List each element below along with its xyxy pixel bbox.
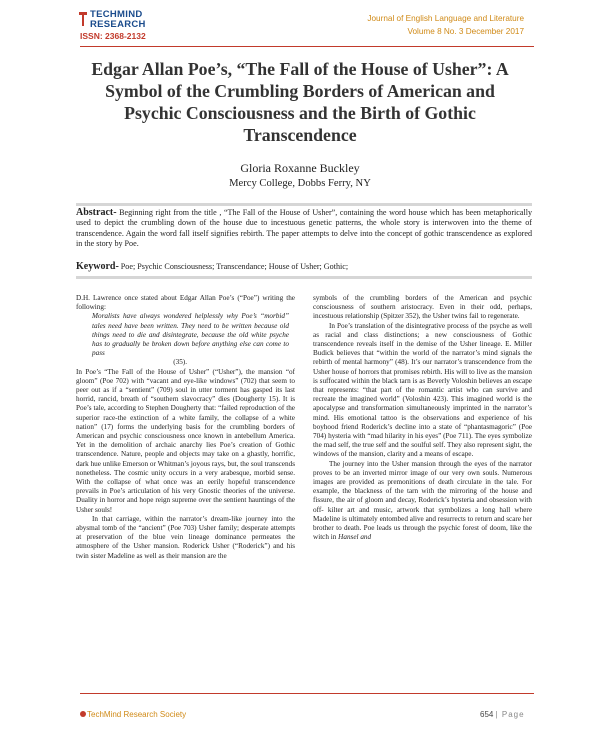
body-column-right bbox=[313, 294, 532, 542]
body-paragraph: D.H. Lawrence once stated about Edgar Allan Poe’s (“Poe”) writing the following: bbox=[76, 294, 295, 312]
body-paragraph bbox=[313, 460, 532, 543]
abstract-top-bar bbox=[76, 203, 532, 206]
article-title: Edgar Allan Poe’s, “The Fall of the House of Usher”: A Symbol of the Crumbling Borders of American and Psychic Consciousness and the Birth of Gothic Transcendence bbox=[91, 59, 509, 145]
page-number: 654 bbox=[480, 710, 494, 719]
logo-text-top: TECHMIND bbox=[90, 9, 143, 20]
footer-publisher bbox=[80, 710, 186, 719]
footer-rule bbox=[80, 693, 534, 694]
body-text-italic: Hansel and bbox=[338, 533, 372, 542]
footer-page bbox=[480, 710, 525, 719]
keywords-bottom-bar bbox=[76, 276, 532, 279]
publisher-name: TechMind Research Society bbox=[87, 710, 187, 719]
body-paragraph: In Poe’s translation of the disintegrative process of the psyche as well as racial and class distinctions; a new consciousness of Gothic transcendence reveals itself in the demise of the Usher lineage. E. Miller Budick believes that “within the world of the narrator’s mind signals the rebirth of mental harmony” (48). It’s our narrator’s transcendence from the Usher house of horrors that promises rebirth. His will to live as the mansion is suffocated within the black tarn is as Beverly Voloshin believes an escape that represents: “that part of the romantic artist who can survive and recreate the imagined world” (Voloshin 423). This imagined world is the apocalypse and transformation simultaneously imprinted in the narrator’s mind. His emotional tattoo is the observations and experience of his boyhood friend Roderick’s decline into a state of “phantasmagoric” (Poe 704) hysteria with “mad hilarity in his eyes” (Poe 711). The eyes symbolize the mad self, the true self and the soulful self. They also represent sight, the windows of the mansion, clarity and a means of escape. bbox=[313, 321, 532, 459]
body-paragraph: In Poe’s “The Fall of the House of Usher” (“Usher”), the mansion “of gloom” (Poe 702) with “vacant and eye-like windows” (702) that seem to peer out as if a “sentient” (709) soul in utter torment has gasped its last horrid, rancid, breath of “southern slavocracy” dies (Dougherty 15). It is Poe’s tale, according to Stephen Dougherty that: “failed reproduction of the superior race-the extinction of a white family, the collapse of a white nation” (17) forms the underlying basis for the crumbling borders of American and psychic consciousness once known in antebellum America. Yet in the demolition of archaic anarchy lies Poe’s creation of Gothic transcendence. Nature, people and objects may take on a ghastly, horrific, dark hue unlike Emerson or Whitman’s joyous rays, but, the soul transcends nonetheless. The cosmic unity occurs in a very arabesque, morbid sense. With the collapse of what once was an eerily hopeful transcendence prevails in Poe’s articulation of his very Gnostic theories of the universe. Duality in horror and hope reign supreme over the sentient hauntings of the Usher souls! bbox=[76, 367, 295, 514]
journal-name: Journal of English Language and Literature bbox=[367, 14, 524, 23]
body-paragraph: In that carriage, within the narrator’s dream-like journey into the abysmal tomb of the “ancient” (Poe 703) Usher family; desperate attempts at preservation of the blue vein lineage dominance permeates the atmosphere of the Usher mansion. Roderick Usher (“Roderick”) and his twin sister Madeline as well as their mansion are the bbox=[76, 514, 295, 560]
abstract bbox=[76, 208, 532, 249]
keywords-text: Poe; Psychic Consciousness; Transcendance; House of Usher; Gothic; bbox=[118, 262, 349, 271]
page-label: | Page bbox=[495, 710, 525, 719]
block-quote: Moralists have always wondered helplessly why Poe’s “morbid” tales need have been written. They need to be written because old things need to die and disintegrate, because the old white psyche has to gradually be broken down before anything else can come to pass bbox=[92, 312, 289, 358]
publisher-logo-icon bbox=[80, 711, 86, 717]
author-affiliation: Mercy College, Dobbs Ferry, NY bbox=[229, 178, 371, 189]
keywords bbox=[76, 261, 532, 272]
body-paragraph: symbols of the crumbling borders of the American and psychic consciousness of southern aristocracy. Even in their odd, perhaps, incestuous relationship (Spitzer 352), the Usher twins fail to regenerate. bbox=[313, 294, 532, 321]
logo-mark-icon bbox=[78, 10, 88, 28]
journal-logo bbox=[80, 10, 200, 46]
block-quote-citation: (35). bbox=[173, 358, 187, 367]
keywords-label: Keyword- bbox=[76, 261, 119, 272]
journal-info bbox=[304, 12, 524, 38]
logo-text-bottom: RESEARCH bbox=[90, 18, 146, 30]
body-column-left bbox=[76, 294, 295, 561]
author-name: Gloria Roxanne Buckley bbox=[240, 161, 360, 175]
abstract-text: Beginning right from the title , “The Fall of the House of Usher”, containing the word house which has been metaphorically used to depict the crumbling down of the house due to incestuous genetic patterns, the whole story is interwoven into the theme of transcendence. Again the word fall itself signifies rebirth. The paper attempts to delve into the concept of gothic transcendence as explored in the story by Poe. bbox=[76, 208, 532, 248]
abstract-label: Abstract- bbox=[76, 207, 117, 218]
issn: ISSN: 2368-2132 bbox=[80, 31, 146, 41]
header-rule bbox=[80, 46, 534, 47]
body-text: The journey into the Usher mansion through the eyes of the narrator proves to be an inverted mirror image of our very own souls. Numerous images are provided as premonitions of death circulate in the tale. For example, the blackness of the tarn with the mirroring of the house and fissure, the air of gloom and decay, Roderick’s hysteria and obsession with off- kilter art and music, artwork that symbolizes a long hall where Madeline is ultimately entombed alive and resurrects to return and scare her brother to death. Poe leads us through the psychic forest of doom, like the witch in bbox=[313, 459, 532, 542]
journal-volume: Volume 8 No. 3 December 2017 bbox=[407, 27, 524, 36]
